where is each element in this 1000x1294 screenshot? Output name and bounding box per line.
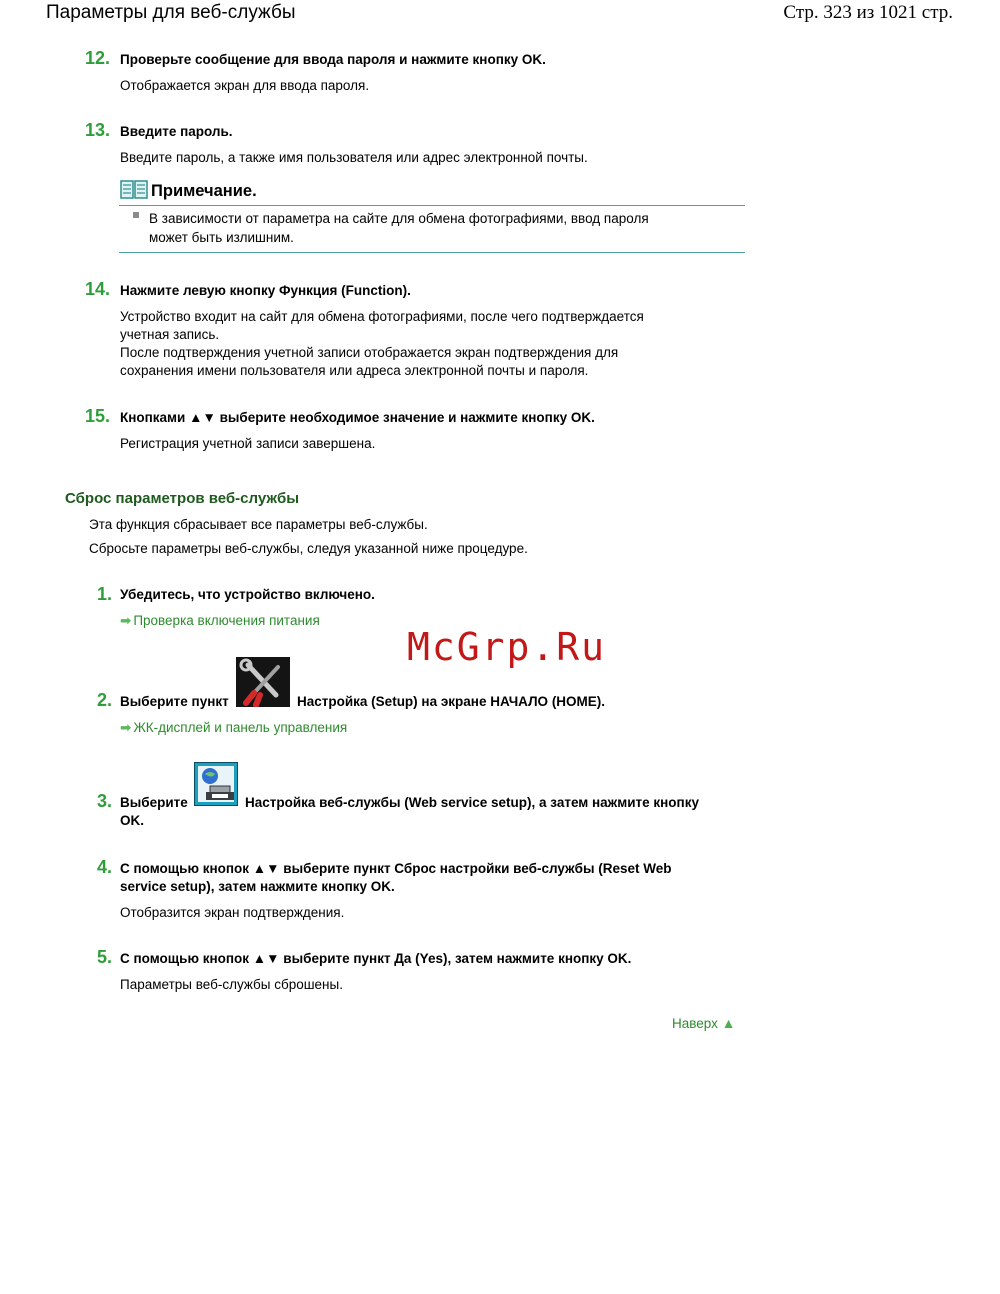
step-title: Нажмите левую кнопку Функция (Function). xyxy=(120,283,411,298)
note-text: В зависимости от параметра на сайте для обмена фотографиями, ввод пароля xyxy=(149,211,649,226)
note-text: может быть излишним. xyxy=(149,230,294,245)
section-heading: Сброс параметров веб-службы xyxy=(65,490,300,507)
link-label: Проверка включения питания xyxy=(133,613,320,628)
note-header xyxy=(119,180,745,206)
section-intro: Эта функция сбрасывает все параметры веб-службы. xyxy=(89,517,428,532)
step-text: Отображается экран для ввода пароля. xyxy=(120,78,370,93)
step-title-start: Выберите пункт xyxy=(120,694,229,709)
step-number: 3. xyxy=(96,791,112,811)
step-title: С помощью кнопок ▲▼ выберите пункт Сброс настройки веб-службы (Reset Web xyxy=(120,861,672,876)
arrow-right-icon: ➡ xyxy=(120,613,132,628)
step-title-end: Настройка веб-службы (Web service setup), а затем нажмите кнопку xyxy=(245,795,699,810)
step-number: 13. xyxy=(84,120,110,140)
triangle-up-icon: ▲ xyxy=(721,1015,736,1031)
step-text: После подтверждения учетной записи отображается экран подтверждения для xyxy=(120,345,619,360)
page-indicator: Стр. 323 из 1021 стр. xyxy=(783,2,953,23)
step-number: 12. xyxy=(84,48,110,68)
section-intro: Сбросьте параметры веб-службы, следуя указанной ниже процедуре. xyxy=(89,541,528,556)
bullet-icon xyxy=(133,212,139,218)
step-title: Убедитесь, что устройство включено. xyxy=(120,587,375,602)
book-icon xyxy=(120,180,148,200)
step-number: 15. xyxy=(84,406,110,426)
step-number: 14. xyxy=(84,279,110,299)
back-to-top-link[interactable] xyxy=(672,1015,736,1031)
step-title-continuation: OK. xyxy=(120,813,145,828)
link-label: ЖК-дисплей и панель управления xyxy=(133,720,348,735)
step-number: 4. xyxy=(96,857,112,877)
document-title: Параметры для веб-службы xyxy=(46,2,296,23)
note-divider xyxy=(119,252,745,253)
step-title: Введите пароль. xyxy=(120,124,233,139)
step-text: Введите пароль, а также имя пользователя или адрес электронной почты. xyxy=(120,150,588,165)
step-title-end: Настройка (Setup) на экране НАЧАЛО (HOME). xyxy=(297,694,606,709)
step-text: учетная запись. xyxy=(120,327,220,342)
step-title-start: Выберите xyxy=(120,795,188,810)
step-number: 2. xyxy=(96,690,112,710)
step-text: Регистрация учетной записи завершена. xyxy=(120,436,376,451)
step-title-continuation: service setup), затем нажмите кнопку OK. xyxy=(120,879,395,894)
watermark: McGrp.Ru xyxy=(407,625,607,669)
note-title: Примечание. xyxy=(151,182,257,200)
back-to-top-label: Наверх xyxy=(672,1016,718,1031)
web-service-icon xyxy=(194,762,238,806)
arrow-right-icon: ➡ xyxy=(120,720,132,735)
step-title: Проверьте сообщение для ввода пароля и нажмите кнопку OK. xyxy=(120,52,546,67)
step-number: 1. xyxy=(96,584,112,604)
step-text: сохранения имени пользователя или адреса электронной почты и пароля. xyxy=(120,363,589,378)
step-title: Кнопками ▲▼ выберите необходимое значение и нажмите кнопку OK. xyxy=(120,410,595,425)
step-number: 5. xyxy=(96,947,112,967)
lcd-panel-link[interactable] xyxy=(120,720,347,736)
power-check-link[interactable] xyxy=(120,613,320,629)
step-text: Параметры веб-службы сброшены. xyxy=(120,977,343,992)
step-text: Устройство входит на сайт для обмена фотографиями, после чего подтверждается xyxy=(120,309,644,324)
step-text: Отобразится экран подтверждения. xyxy=(120,905,345,920)
setup-tools-icon xyxy=(236,657,290,707)
step-title: С помощью кнопок ▲▼ выберите пункт Да (Yes), затем нажмите кнопку OK. xyxy=(120,951,632,966)
